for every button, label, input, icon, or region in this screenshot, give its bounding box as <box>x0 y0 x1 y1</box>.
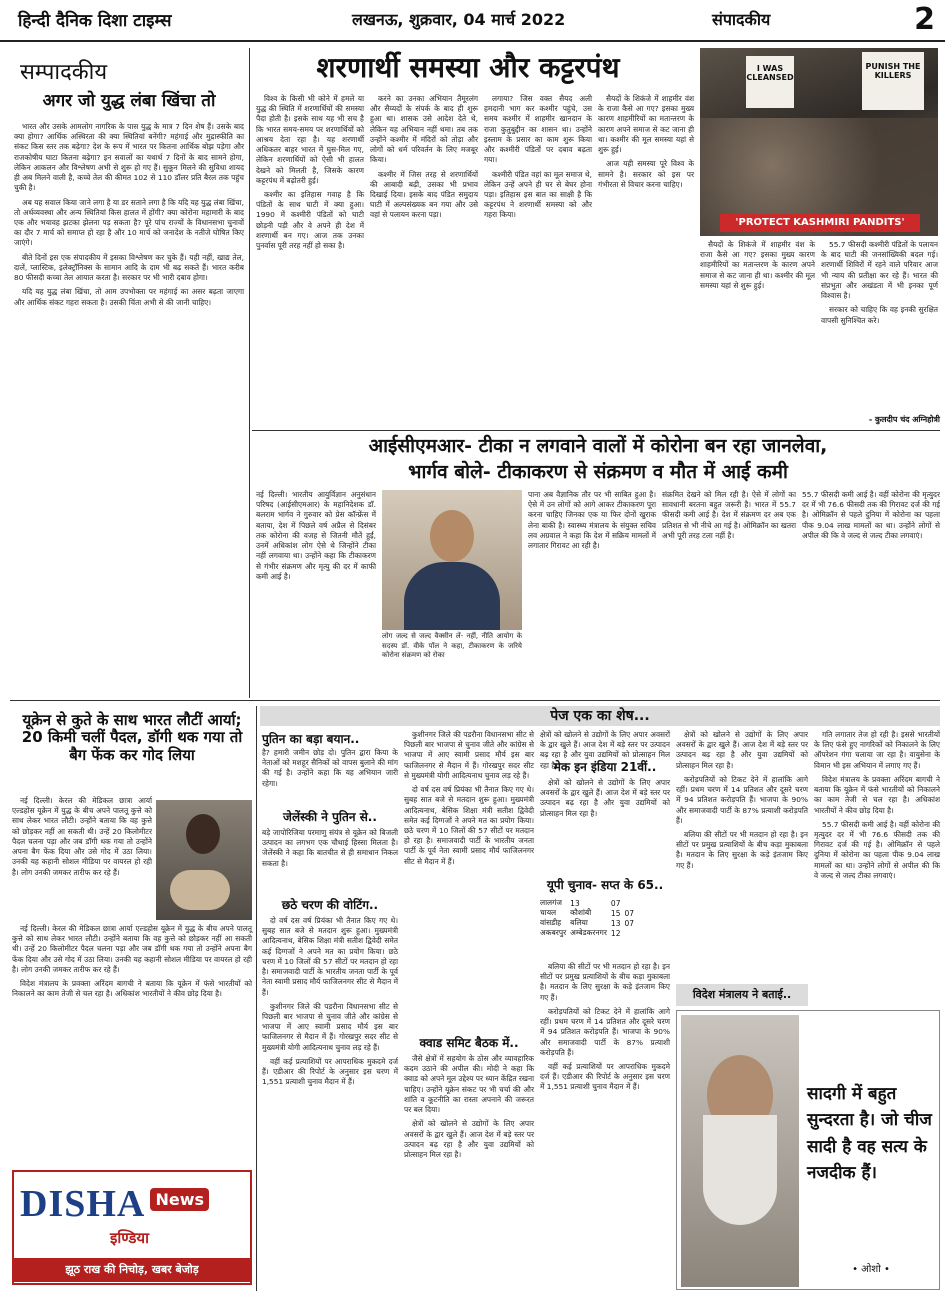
kushinagar-para: दो वर्ष दस वर्ष प्रियंका भी तैनात किए गए थे। सुबह सात बजे से मतदान शुरू हुआ। मुख्यमंत्री आदित्यनाथ, बेसिक शिक्षा मंत्री सतीश द्विवेदी समेत कई दिग्गजों ने अपने मत का प्रयोग किया। छठे चरण में 10 जिलों की 57 सीटों पर मतदान हो रहा है। समाजवादी पार्टी के भारतीय जनता पार्टी के पूर्व नेता स्वामी प्रसाद मौर्य फाजिलनगर सीट से मैदान में हैं। <box>404 785 534 866</box>
phase-title: छठे चरण की वोटिंग.. <box>281 898 379 912</box>
make-india-para: करोड़पतियों को टिकट देने में हालांकि आगे रहीं। प्रथम चरण में 14 प्रतिशत और दूसरे चरण में 94 प्रतिशत करोड़पति हैं। भाजपा के 90% और समाजवादी पार्टी के 87% प्रत्याशी करोड़पति हैं। <box>676 774 808 825</box>
photo-caption: लोग जल्द से जल्द वैक्सीन लें- नहीं, नीति आयोग के सदस्य डॉ. वीके पॉल ने कहा, टीकाकरण के जरिये कोरोना संक्रमण को रोका <box>382 632 522 660</box>
table-cell: बलिया <box>570 918 588 927</box>
candidates-body <box>540 962 670 1286</box>
candidates-para: बलिया की सीटों पर भी मतदान हो रहा है। इन सीटों पर प्रमुख प्रत्याशियों के बीच कड़ा मुकाबला है। मतदान के लिए सुरक्षा के कड़े इंतजाम किए गए हैं। <box>540 962 670 1002</box>
quote-text: सादगी में बहुत सुन्दरता है। जो चीज सादी है वह सत्य के नजदीक हैं। <box>807 1084 932 1184</box>
mea-title: विदेश मंत्रालय ने बताई.. <box>676 984 808 1006</box>
placard: PUNISH THE KILLERS <box>862 52 924 110</box>
ukraine-body-cont <box>12 924 252 1164</box>
icmr-body-3: संक्रमित देखने को मिल रही है। ऐसे में लोगों का सावधानी बरतना बहुत जरूरी है। भारत में 55.7 फीसदी कमी आई है। देश में संक्रमण दर अब एक प्रतिशत से भी नीचे आ गई है। ओमिक्रॉन का खतरा अभी पूरी तरह टला नहीं है। <box>662 490 796 540</box>
table-cell: वांसडीह <box>540 918 562 927</box>
lead-para: 55.7 फीसदी कश्मीरी पंडितों के पलायन के बाद घाटी की जनसांख्यिकी बदल गई। शरणार्थी शिविरों में रहने वाले परिवार आज भी न्याय की प्रतीक्षा कर रहे हैं। भारत की संप्रभुता और अखंडता में भी इनका पूर्ण विश्वास है। <box>821 240 938 301</box>
quad-title: क्वाड समिट बैठक में.. <box>419 1036 519 1050</box>
protest-photo <box>700 48 938 236</box>
icmr-headline-1: आईसीएमआर- टीका न लगवाने वालों में कोरोना बन रहा जानलेवा, <box>368 435 828 457</box>
masthead <box>0 0 945 42</box>
portrait-head <box>430 510 474 562</box>
icmr-body-2: पाना अब वैज्ञानिक तौर पर भी साबित हुआ है। ऐसे में उन लोगों को आगे आकर टीकाकरण पूरा करना चाहिए जिनका एक या फिर दोनों खुराक लेना बाकी है। स्वास्थ्य मंत्रालय के संयुक्त सचिव लव अग्रवाल ने कहा कि देश में सक्रिय मामलों में लगातार गिरावट आ रही है। <box>528 490 656 551</box>
editorial-label: सम्पादकीय <box>20 60 108 85</box>
edition-date: लखनऊ, शुक्रवार, 04 मार्च 2022 <box>352 10 566 29</box>
logo-main <box>20 1182 250 1226</box>
table-cell: 15 <box>610 908 621 918</box>
zelensky-title: जेलेंस्की ने पुतिन से.. <box>283 810 377 824</box>
lead-para: कश्मीरी पंडित वहां का मूल समाज थे, लेकिन उन्हें अपने ही घर से बेघर होना पड़ा। इतिहास इस बात का साक्षी है कि कट्टरपंथ ने शरणार्थी समस्या को और गहरा किया। <box>484 169 592 220</box>
ukraine-para: नई दिल्ली। केरल की मेडिकल छात्रा आर्या एल्डहोस यूक्रेन में युद्ध के बीच अपने पालतू कुत्ते को साथ लेकर भारत लौटी। उन्होंने बताया कि वह कुत्ते को छोड़कर नहीं आ सकती थी। उन्हें 20 किलोमीटर पैदल चलना पड़ा और जब डॉगी थक गया तो उन्होंने अपना बैग फेंक दिया और उसे गोद में उठा लिया। उनकी यह कहानी सोशल मीडिया पर वायरल हो रही है। लोग उनकी जमकर तारीफ कर रहे हैं। <box>12 924 252 974</box>
table-cell: 13 <box>570 898 580 908</box>
zelensky-body: बड़े जापोरिजिया परमाणु संयंत्र से यूक्रेन को बिजली उत्पादन का लगभग एक चौथाई हिस्सा मिलता है। जेलेंस्की ने कहा कि बातचीत से ही समाधान निकल सकता है। <box>262 828 398 868</box>
icmr-body-1: नई दिल्ली। भारतीय आयुर्विज्ञान अनुसंधान परिषद (आईसीएमआर) के महानिदेशक डॉ. बलराम भार्गव ने गुरुवार को प्रेस कॉन्फ्रेंस में बताया, देश में पिछले वर्ष अप्रैल से दिसंबर तक कोरोना की वजह से जितनी मौतें हुईं, उनमें अधिकांश लोग ऐसे थे जिन्होंने टीका नहीं लगवाया था। उन्होंने कहा कि टीकाकरण से गंभीर संक्रमण और मृत्यु की दर में काफी कमी आई है। <box>256 490 376 581</box>
table-row <box>540 928 638 938</box>
protest-banner: 'PROTECT KASHMIRI PANDITS' <box>720 214 920 232</box>
icmr-body-4: 55.7 फीसदी कमी आई है। वहीं कोरोना की मृत्युदर दर में भी 76.6 फीसदी तक की गिरावट दर्ज की गई है। ओमिक्रॉन से पहले दुनिया में कोरोना का पहला पीक 9.04 लाख मामलों का था। उन्होंने लोगों से अपील की कि वे जल्द से जल्द टीका लगवाएं। <box>802 490 940 540</box>
table-cell: अकबरपुर <box>540 928 567 937</box>
lead-para: लगाया? जिस वक्त सैयद अली हमदानी भाग कर कश्मीर पहुंचे, उस समय कश्मीर में शाहमीर खानदान के राजा कुतुबुद्दीन का शासन था। उन्होंने इस्लाम के प्रसार का काम शुरू किया और कश्मीरी पंडितों पर दबाव बढ़ता गया। <box>484 94 592 165</box>
bulletin-title: पेज एक का शेष... <box>550 708 650 724</box>
lead-para: सैयदों के शिकंजे में शाहमीर वंश के राजा कैसे आ गए? इसका मुख्य कारण शाहमीरियों का मतान्तरण के कारण अपने समाज से कट जाना ही था। कश्मीर की मूल समस्या यहां से शुरू हुई। <box>598 94 694 155</box>
girl-with-dog-photo <box>156 800 252 920</box>
lead-column-1 <box>256 94 364 424</box>
logo-sub: इण्डिया <box>110 1229 149 1247</box>
ukraine-body <box>12 796 152 896</box>
right-para: विदेश मंत्रालय के प्रवक्ता अरिंदम बागची ने बताया कि यूक्रेन में फंसे भारतीयों को निकालने का काम तेजी से चल रहा है। अधिकांश भारतीयों ने कीव छोड़ दिया है। <box>814 774 940 815</box>
candidates-para: वहीं कई प्रत्याशियों पर आपराधिक मुकदमे दर्ज हैं। एडीआर की रिपोर्ट के अनुसार इस चरण में 1,551 प्रत्याशी चुनाव मैदान में हैं। <box>540 1061 670 1092</box>
lead-para: सैयदों के शिकंजे में शाहमीर वंश के राजा कैसे आ गए? इसका मुख्य कारण शाहमीरियों का मतान्तरण के कारण अपने समाज से कट जाना ही था। कश्मीर की मूल समस्या यहां से शुरू हुई। <box>700 240 815 290</box>
lead-column-6 <box>821 240 938 410</box>
author-line: - कुलदीप चंद अग्निहोत्री <box>868 415 940 424</box>
lead-para: करने का उनका अभियान तैमूरलंग और सैय्यदों के संपर्क के बाद ही शुरू हुआ था। शासक उसे आदेश देते थे, लेकिन यह अभियान नहीं थमा। तब तक उन्होंने कश्मीर में मंदिरों को तोड़ा और लोगों को धर्म परिवर्तन के लिए मजबूर किया। <box>370 94 478 165</box>
logo-name-2: News <box>150 1188 209 1211</box>
section-divider <box>10 700 940 701</box>
putin-body: है? हमारी जमीन छोड़ दो। पुतिन द्वारा किया के नेताओं को मशहूर सैनिकों को वापस बुलाने की मांग की गई है। उन्होंने कहा कि यह अभियान जारी रहेगा। <box>262 748 398 788</box>
editorial-para: बीते दिनों इस एक संपादकीय में इसका विश्लेषण कर चुके हैं। यही नहीं, खाद्य तेल, दालें, प्लास्टिक, इलेक्ट्रॉनिक्स के सामान आदि के दाम भी बढ़ सकते हैं। भारत करीब 80 फीसदी कच्चा तेल आयात करता है। सरकार पर भी भारी दबाव होगा। <box>14 252 244 283</box>
quote-author: • ओशो • <box>852 1264 890 1275</box>
editorial-para: भारत और उसके आमलोग नागरिक के पास युद्ध के मात्र 7 दिन शेष हैं। उसके बाद क्या होगा? आर्थिक अस्थिरता की क्या स्थितियां बनेंगी? महंगाई और मुद्रास्फीति का संकट किस स्तर तक बढ़ेगा? देश के रूप में भारत पर कितना आर्थिक बोझ पड़ेगा और राजकोषीय घाटा कितना बढ़ेगा? इन सवालों का यथार्थ 7 दिनों के बाद सामने होगा, लेकिन आकलन और विश्लेषण अभी से शुरू हो गए हैं। सुकून मिलने की सुविधा शायद ही अब मिलने वाली है, कच्चे तेल की कीमत 102 से 110 डॉलर प्रति बैरल तक पहुंच चुकी है। <box>14 122 244 193</box>
phase-para: कुशीनगर जिले की पडरौना विधानसभा सीट से पिछली बार भाजपा से चुनाव जीते और कांग्रेस से भाजपा में आए स्वामी प्रसाद मौर्य इस बार फाजिलनगर से मैदान में हैं। गोरखपुर सदर सीट से मुख्यमंत्री योगी आदित्यनाथ चुनाव लड़ रहे हैं। <box>262 1001 398 1052</box>
osho-portrait <box>681 1015 799 1287</box>
make-india-body <box>540 778 670 866</box>
table-row <box>540 908 638 918</box>
editorial-para: अब यह सवाल किया जाने लगा है या डर सताने लगा है कि यदि यह युद्ध लंबा खिंचा, तो अर्थव्यवस्था और अन्य स्थितियां किस हालत में होंगी? क्या कोरोना महामारी के बाद एक और भयावह झटका झेलना पड़ सकता है? पूरे पांच राज्यों के विधानसभा चुनावों का दौर 7 मार्च को समाप्त हो रहा है और 10 मार्च को जनादेश के नतीजे घोषित किए जाएंगे। <box>14 197 244 248</box>
lead-para: विश्व के किसी भी कोने में हमले या युद्ध की स्थिति में शरणार्थियों की समस्या पैदा होती है। इसके साथ यह भी सच है कि भारत समय-समय पर शरणार्थियों को आश्रय देता रहा है। यह शरणार्थी अधिकतर बाहर भारत में घुस-मिल गए, लेकिन शरणार्थियों को ऐसी भी हालत देखने को मिलती है, जिसके कारण कट्टरपंथ में बढ़ोतरी हुई। <box>256 94 364 185</box>
lead-para: कश्मीर में जिस तरह से शरणार्थियों की आबादी बढ़ी, उसका भी प्रभाव दिखाई दिया। इसके बाद पंडित समुदाय घाटी में अल्पसंख्यक बन गया और उसे वहां से पलायन करना पड़ा। <box>370 169 478 220</box>
up-title: यूपी चुनाव- सप्त के 65.. <box>546 878 664 892</box>
lead-para: कश्मीर का इतिहास गवाह है कि पंडितों के साथ घाटी में क्या हुआ। 1990 में कश्मीरी पंडितों को घाटी छोड़नी पड़ी और वे अपने ही देश में शरणार्थी बन गए। आज तक उनका पुनर्वास पूरी तरह नहीं हो सका है। <box>256 189 364 251</box>
placard: I WAS CLEANSED <box>746 56 794 108</box>
person-head <box>186 814 220 854</box>
make-india-title: मेक इन इंडिया 21वीं.. <box>553 760 657 774</box>
make-india-para: क्षेत्रों को खोलने से उद्योगों के लिए अपार अवसरों के द्वार खुले हैं। आज देश में बड़े स्तर पर उत्पादन बढ़ रहा है और युवा उद्यमियों को प्रोत्साहन मिल रहा है। <box>540 778 670 818</box>
phase-para: वहीं कई प्रत्याशियों पर आपराधिक मुकदमे दर्ज हैं। एडीआर की रिपोर्ट के अनुसार इस चरण में 1,551 प्रत्याशी चुनाव मैदान में हैं। <box>262 1056 398 1087</box>
kushinagar-body <box>404 730 534 1030</box>
quad-para: क्षेत्रों को खोलने से उद्योगों के लिए अपार अवसरों के द्वार खुले हैं। आज देश में बड़े स्तर पर उत्पादन बढ़ रहा है और युवा उद्यमियों को प्रोत्साहन मिल रहा है। <box>404 1119 534 1159</box>
quote-box <box>676 1010 940 1290</box>
doctor-photo <box>382 490 522 630</box>
right-para: गति लगातार तेज हो रही है। इससे भारतीयों के लिए फंसे हुए नागरिकों को निकालने के लिए ऑपरेशन गंगा चलाया जा रहा है। वायुसेना के विमान भी इस अभियान में लगाए गए हैं। <box>814 730 940 770</box>
ukraine-para: विदेश मंत्रालय के प्रवक्ता अरिंदम बागची ने बताया कि यूक्रेन में फंसे भारतीयों को निकालने का काम तेजी से चल रहा है। अधिकांश भारतीयों ने कीव छोड़ दिया है। <box>12 979 252 999</box>
constituency-table <box>540 898 638 938</box>
quad-para: जैसे क्षेत्रों में सहयोग के ठोस और व्यावहारिक कदम उठाने की अपील की। मोदी ने कहा कि क्वाड को अपने मूल उद्देश्य पर ध्यान केंद्रित रखना चाहिए। उन्होंने यूक्रेन संकट पर भी चर्चा की और शांति व कूटनीति का रास्ता अपनाने की जरूरत पर बल दिया। <box>404 1054 534 1115</box>
make-india-para: क्षेत्रों को खोलने से उद्योगों के लिए अपार अवसरों के द्वार खुले हैं। आज देश में बड़े स्तर पर उत्पादन बढ़ रहा है और युवा उद्यमियों को प्रोत्साहन मिल रहा है। <box>676 730 808 770</box>
lead-column-2 <box>370 94 478 424</box>
table-cell: लालगंज <box>540 898 562 907</box>
bulletin-bar <box>260 706 940 726</box>
table-row <box>540 918 638 928</box>
column-divider <box>249 48 250 698</box>
table-cell: 07 <box>624 908 635 918</box>
lead-para: आज यही समस्या पूरे विश्व के सामने है। सरकार को इस पर गंभीरता से विचार करना चाहिए। <box>598 159 694 189</box>
table-cell: 07 <box>624 918 635 928</box>
lead-title: शरणार्थी समस्या और कट्टरपंथ <box>316 51 620 84</box>
make-india-intro: क्षेत्रों को खोलने से उद्योगों के लिए अपार अवसरों के द्वार खुले हैं। आज देश में बड़े स्तर पर उत्पादन बढ़ रहा है और युवा उद्यमियों को प्रोत्साहन मिल रहा है। <box>540 730 670 770</box>
table-cell: अम्बेडकरनगर <box>570 928 607 937</box>
candidates-para: करोड़पतियों को टिकट देने में हालांकि आगे रहीं। प्रथम चरण में 14 प्रतिशत और दूसरे चरण में 94 प्रतिशत करोड़पति हैं। भाजपा के 90% और समाजवादी पार्टी के 87% प्रत्याशी करोड़पति हैं। <box>540 1006 670 1057</box>
phase-body <box>262 916 398 1286</box>
table-row <box>540 898 638 908</box>
paper-name: हिन्दी दैनिक दिशा टाइम्स <box>18 11 172 31</box>
column-divider <box>256 706 257 1291</box>
lead-column-3 <box>484 94 592 424</box>
table-cell: 07 <box>610 898 621 908</box>
editorial-body <box>14 122 244 697</box>
table-cell: 12 <box>610 928 621 938</box>
editorial-para: यदि यह युद्ध लंबा खिंचा, तो आम उपभोक्ता पर महंगाई का असर बढ़ता जाएगा और आर्थिक संकट गहरा सकता है। उसकी चिंता अभी से की जानी चाहिए। <box>14 287 244 307</box>
icmr-headline-2: भार्गव बोले- टीकाकरण से संक्रमण व मौत में आई कमी <box>408 461 788 483</box>
lead-column-5 <box>700 240 815 425</box>
table-cell: कौशांबी <box>570 908 592 917</box>
logo-tagline: झूठ राख की निचोड़, खबर बेजोड़ <box>14 1258 250 1282</box>
make-india-para: बलिया की सीटों पर भी मतदान हो रहा है। इन सीटों पर प्रमुख प्रत्याशियों के बीच कड़ा मुकाबला है। मतदान के लिए सुरक्षा के कड़े इंतजाम किए गए हैं। <box>676 829 808 870</box>
putin-title: पुतिन का बड़ा बयान.. <box>262 732 360 746</box>
right-para: 55.7 फीसदी कमी आई है। वहीं कोरोना की मृत्युदर दर में भी 76.6 फीसदी तक की गिरावट दर्ज की गई है। ओमिक्रॉन से पहले दुनिया में कोरोना का पहला पीक 9.04 लाख मामलों का था। उन्होंने लोगों से अपील की कि वे जल्द से जल्द टीका लगवाएं। <box>814 819 940 880</box>
table-cell: चायल <box>540 908 557 917</box>
disha-news-logo <box>12 1170 252 1285</box>
table-cell: 13 <box>610 918 621 928</box>
lead-para: सरकार को चाहिए कि वह इनकी सुरक्षित वापसी सुनिश्चित करे। <box>821 305 938 325</box>
page-number: 2 <box>914 2 935 37</box>
quad-body <box>404 1054 534 1286</box>
logo-name: DISHA <box>20 1183 146 1225</box>
up-table <box>540 898 670 958</box>
section-divider <box>252 430 940 431</box>
phase-para: दो वर्ष दस वर्ष प्रियंका भी तैनात किए गए थे। सुबह सात बजे से मतदान शुरू हुआ। मुख्यमंत्री आदित्यनाथ, बेसिक शिक्षा मंत्री सतीश द्विवेदी समेत कई दिग्गजों ने अपने मत का प्रयोग किया। छठे चरण में 10 जिलों की 57 सीटों पर मतदान हो रहा है। समाजवादी पार्टी के भारतीय जनता पार्टी के पूर्व नेता स्वामी प्रसाद मौर्य फाजिलनगर सीट से मैदान में हैं। <box>262 916 398 997</box>
portrait-beard <box>703 1115 777 1225</box>
editorial-title: अगर जो युद्ध लंबा खिंचा तो <box>42 91 216 111</box>
kushinagar-para: कुशीनगर जिले की पडरौना विधानसभा सीट से पिछली बार भाजपा से चुनाव जीते और कांग्रेस से भाजपा में आए स्वामी प्रसाद मौर्य इस बार फाजिलनगर से मैदान में हैं। गोरखपुर सदर सीट से मुख्यमंत्री योगी आदित्यनाथ चुनाव लड़ रहे हैं। <box>404 730 534 780</box>
portrait-body <box>404 562 500 630</box>
section-name: संपादकीय <box>712 10 771 29</box>
ukraine-title: यूक्रेन से कुते के साथ भारत लौटीं आर्या; 20 किमी चलीं पैदल, डॉगी थक गया तो बैग फेंक कर गोद लिया <box>21 711 243 764</box>
dog-shape <box>170 870 230 910</box>
ukraine-para: नई दिल्ली। केरल की मेडिकल छात्रा आर्या एल्डहोस यूक्रेन में युद्ध के बीच अपने पालतू कुत्ते को साथ लेकर भारत लौटी। उन्होंने बताया कि वह कुत्ते को छोड़कर नहीं आ सकती थी। उन्हें 20 किलोमीटर पैदल चलना पड़ा और जब डॉगी थक गया तो उन्होंने अपना बैग फेंक दिया और उसे गोद में उठा लिया। उनकी यह कहानी सोशल मीडिया पर वायरल हो रही है। लोग उनकी जमकर तारीफ कर रहे हैं। <box>12 796 152 877</box>
lead-column-4 <box>598 94 694 424</box>
make-india-cont <box>676 730 808 980</box>
